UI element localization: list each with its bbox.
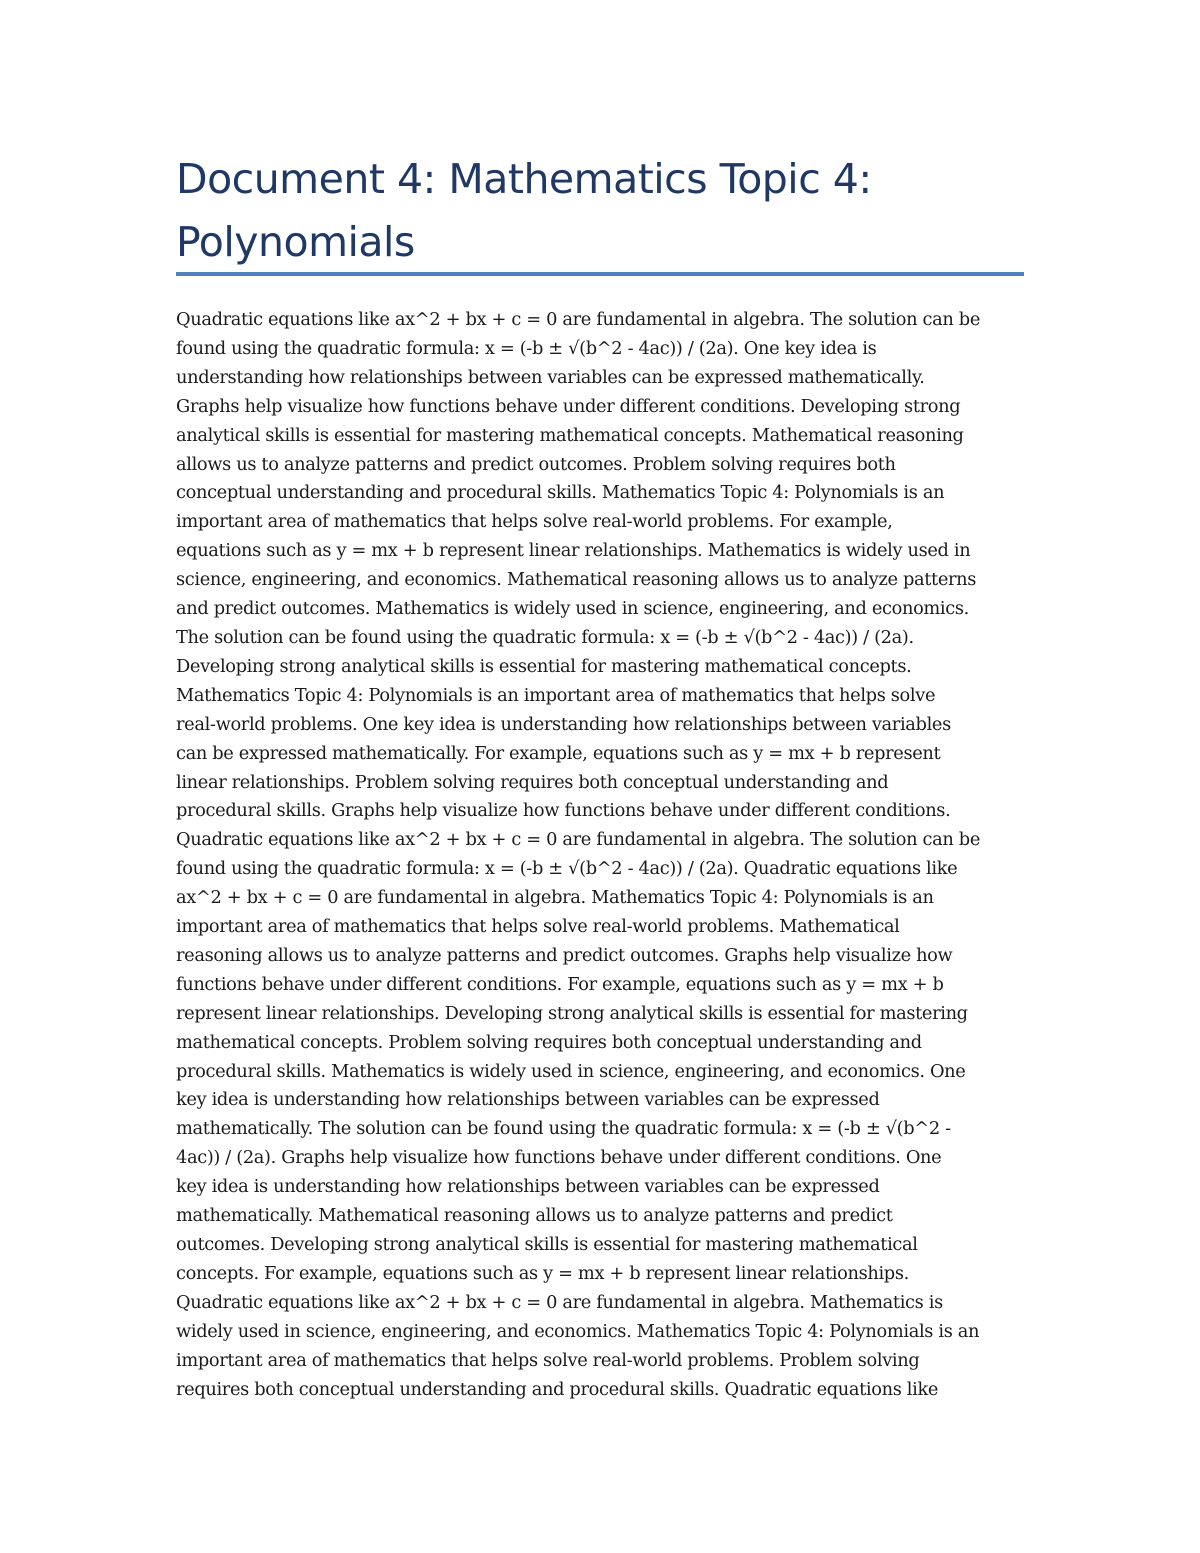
body-text-line: mathematically. Mathematical reasoning allows us to analyze patterns and predict (176, 1205, 893, 1227)
body-text-line: procedural skills. Mathematics is widely used in science, engineering, and economics. One (176, 1060, 966, 1082)
body-text-line: procedural skills. Graphs help visualize how functions behave under different conditions. (176, 800, 951, 822)
body-text-line: can be expressed mathematically. For example, equations such as y = mx + b represent (176, 742, 941, 764)
body-text-line: important area of mathematics that helps solve real-world problems. Problem solving (176, 1349, 920, 1371)
body-text-line: ax^2 + bx + c = 0 are fundamental in algebra. Mathematics Topic 4: Polynomials is an (176, 887, 934, 909)
body-text-line: and predict outcomes. Mathematics is widely used in science, engineering, and economics. (176, 598, 969, 620)
body-text-line: linear relationships. Problem solving requires both conceptual understanding and (176, 771, 889, 793)
body-text-line: found using the quadratic formula: x = (-b ± √(b^2 - 4ac)) / (2a). Quadratic equations like (176, 858, 958, 880)
body-text-line: Developing strong analytical skills is essential for mastering mathematical concepts. (176, 655, 912, 677)
body-text-line: important area of mathematics that helps solve real-world problems. For example, (176, 511, 893, 533)
body-text-line: outcomes. Developing strong analytical skills is essential for mastering mathematical (176, 1234, 918, 1255)
body-text-line: real-world problems. One key idea is understanding how relationships between variables (176, 713, 951, 735)
body-text-line: The solution can be found using the quadratic formula: x = (-b ± √(b^2 - 4ac)) / (2a). (176, 626, 914, 648)
document-title-line-2: Polynomials (176, 218, 415, 266)
body-text-line: equations such as y = mx + b represent linear relationships. Mathematics is widely used in (176, 540, 971, 562)
body-text-line: Quadratic equations like ax^2 + bx + c = 0 are fundamental in algebra. Mathematics is (176, 1291, 943, 1313)
body-text-line: Graphs help visualize how functions behave under different conditions. Developing strong (176, 395, 961, 417)
body-text-line: mathematically. The solution can be found using the quadratic formula: x = (-b ± √(b^2 - (176, 1118, 951, 1140)
body-text-line: concepts. For example, equations such as y = mx + b represent linear relationships. (176, 1262, 909, 1284)
body-text-line: key idea is understanding how relationships between variables can be expressed (176, 1089, 880, 1111)
body-text-line: functions behave under different conditions. For example, equations such as y = mx + b (176, 973, 944, 995)
document-title-line-1: Document 4: Mathematics Topic 4: (176, 155, 872, 203)
body-text-line: represent linear relationships. Developing strong analytical skills is essential for mastering (176, 1002, 968, 1024)
body-text-line: Quadratic equations like ax^2 + bx + c = 0 are fundamental in algebra. The solution can be (176, 829, 980, 851)
body-text-line: mathematical concepts. Problem solving requires both conceptual understanding and (176, 1031, 922, 1053)
body-text-line: reasoning allows us to analyze patterns and predict outcomes. Graphs help visualize how (176, 944, 953, 966)
body-text-line: understanding how relationships between variables can be expressed mathematically. (176, 366, 925, 388)
body-text-line: widely used in science, engineering, and economics. Mathematics Topic 4: Polynomials is an (176, 1320, 980, 1342)
document-title (176, 148, 1026, 274)
body-text-line: key idea is understanding how relationships between variables can be expressed (176, 1176, 880, 1198)
body-text-line: Quadratic equations like ax^2 + bx + c = 0 are fundamental in algebra. The solution can be (176, 309, 980, 330)
body-text-line: allows us to analyze patterns and predict outcomes. Problem solving requires both (176, 453, 896, 475)
title-underline-rule (176, 272, 1024, 276)
body-text-line: conceptual understanding and procedural skills. Mathematics Topic 4: Polynomials is an (176, 482, 945, 504)
body-text-line: Mathematics Topic 4: Polynomials is an important area of mathematics that helps solve (176, 684, 936, 706)
body-text-line: found using the quadratic formula: x = (-b ± √(b^2 - 4ac)) / (2a). One key idea is (176, 337, 877, 359)
body-text-line: requires both conceptual understanding and procedural skills. Quadratic equations like (176, 1378, 939, 1400)
body-text-line: science, engineering, and economics. Mathematical reasoning allows us to analyze patterns (176, 569, 977, 591)
body-text-line: analytical skills is essential for mastering mathematical concepts. Mathematical reasoning (176, 424, 964, 446)
body-text-line: 4ac)) / (2a). Graphs help visualize how functions behave under different conditions. One (176, 1147, 942, 1169)
document-body-paragraph (176, 306, 1024, 1404)
body-text-line: important area of mathematics that helps solve real-world problems. Mathematical (176, 916, 900, 938)
